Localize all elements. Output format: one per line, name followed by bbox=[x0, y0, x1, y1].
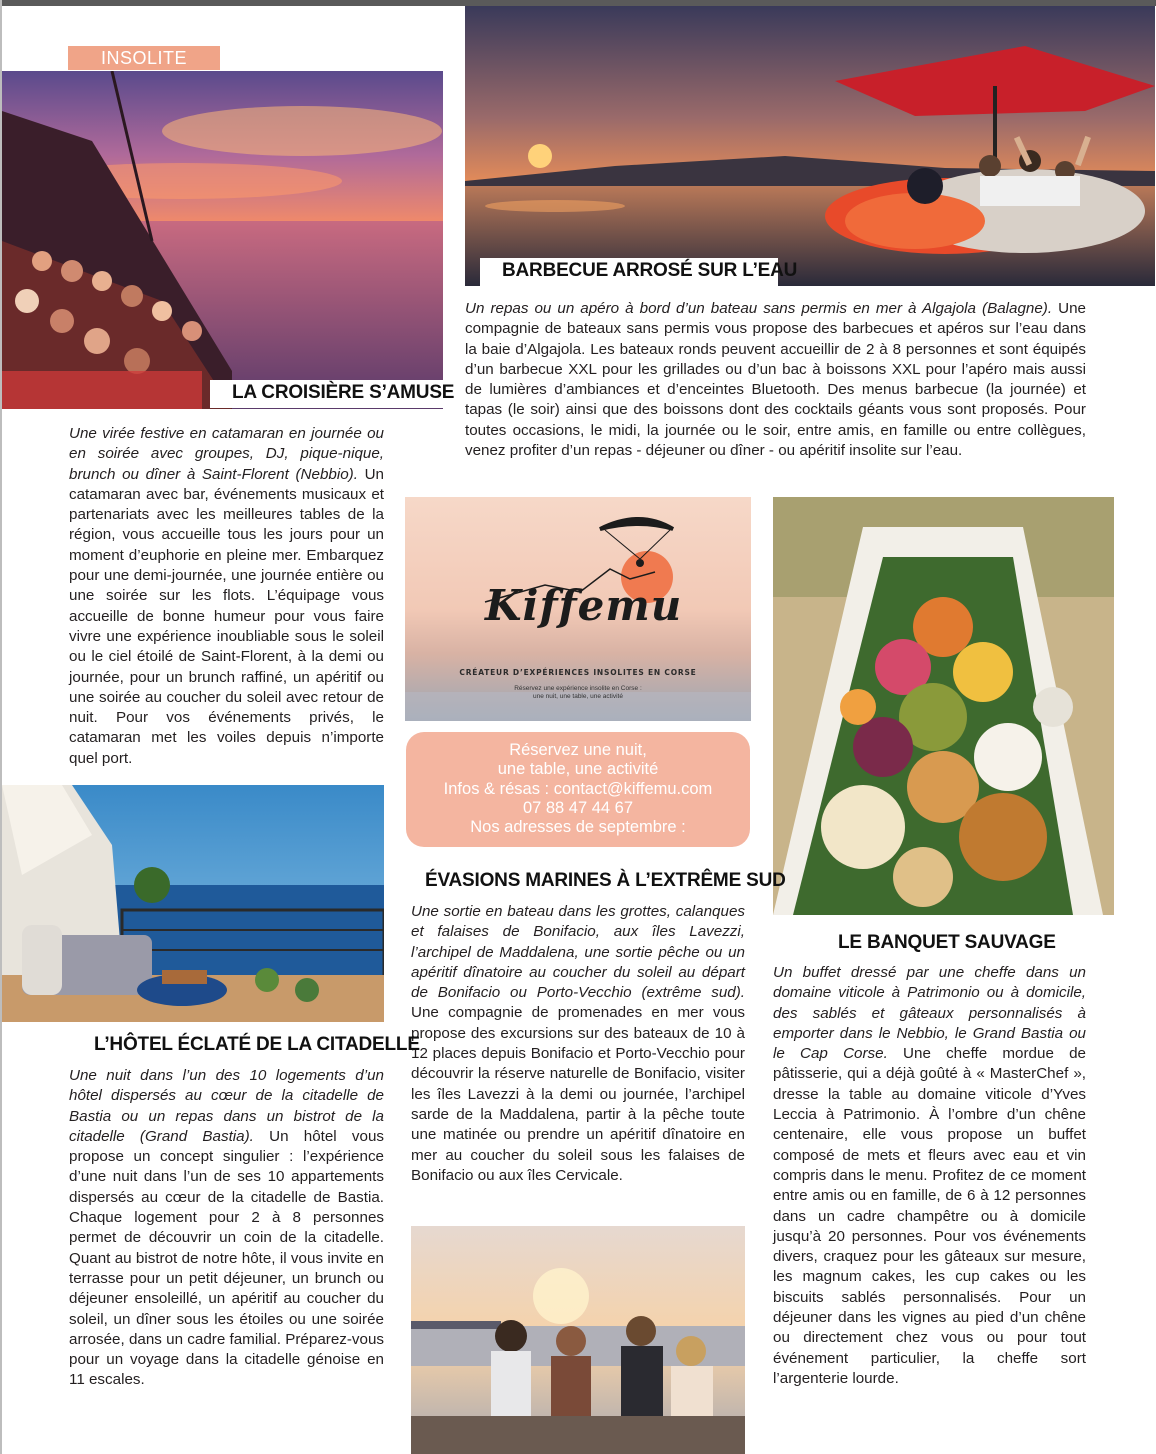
kiffemu-subline-1: Réservez une expérience insolite en Corse : bbox=[514, 685, 642, 692]
friends-on-boat-photo bbox=[411, 1226, 745, 1454]
promo-contact-line[interactable]: Infos & résas : contact@kiffemu.com bbox=[443, 779, 713, 798]
promo-line-1: Réservez une nuit, bbox=[509, 741, 647, 759]
banquet-text bbox=[773, 963, 1086, 1389]
kiffemu-tagline: CRÉATEUR D’EXPÉRIENCES INSOLITES EN CORSE bbox=[459, 668, 697, 677]
section-tag: INSOLITE bbox=[68, 46, 220, 70]
promo-line-2: une table, une activité bbox=[497, 760, 659, 779]
evasions-lead: Une sortie en bateau dans les grottes, calanques et falaises de Bonifacio, aux îles Lavezzi, l’archipel de Maddalena, une sortie pêche ou un apéritif dînatoire au coucher du soleil au départ de Bonifacio ou Porto-Vecchio (extrême sud). bbox=[411, 903, 745, 1002]
banquet-lead: Un buffet dressé par une cheffe dans un domaine viticole à Patrimonio ou à domicile, des sablés et gâteaux personnalisés à emporter dans le Nebbio, le Grand Bastia ou le Cap Corse. bbox=[773, 964, 1086, 1063]
promo-line-5: Nos adresses de septembre : bbox=[470, 818, 686, 837]
catamaran-sunset-photo bbox=[2, 71, 443, 409]
barbecue-title: BARBECUE ARROSÉ SUR L’EAU bbox=[480, 258, 778, 286]
croisiere-text bbox=[69, 424, 384, 769]
kiffemu-logo-text: Kiffemu bbox=[485, 581, 683, 630]
hotel-lead: Une nuit dans l’un des 10 logements d’un hôtel dispersés au cœur de la citadelle de Bastia ou un repas dans un bistrot de la citadelle (Grand Bastia). bbox=[69, 1067, 384, 1145]
hotel-body: Un hôtel vous propose un concept singulier : l’expérience d’une nuit dans l’un de ses 10 appartements dispersés au cœur de la citadelle de Bastia. Chaque logement pour 2 à 8 personnes permet de découvrir un coin de la citadelle. Quant au bistrot de notre hôte, il vous invite en terrasse pour un petit déjeuner, un brunch ou déjeuner ensoleillé, un apéritif au coucher du soleil, un dîner sous les étoiles ou une soirée arrosée, dans un cadre familial. Préparez-vous pour un voyage dans la citadelle génoise en 11 escales. bbox=[69, 1127, 384, 1389]
barbecue-body: Une compagnie de bateaux sans permis vous propose des barbecues et apéros sur l’eau dans la baie d’Algajola. Les bateaux ronds peuvent accueillir de 2 à 8 personnes et sont équipés d’un barbecue XXL pour les grillades ou d’un bac à boissons XXL pour l’apéro mais aussi de lumières d’ambiances et d’enceintes Bluetooth. Des menus barbecue (la journée) et tapas (le soir) ainsi que des boissons dont des cocktails géants vous sont proposés. Pour toutes occasions, le midi, la journée ou le soir, entre amis, en famille ou entre collègues, venez profiter d’un repas - déjeuner ou dîner - ou apéritif insolite sur l’eau. bbox=[465, 300, 1086, 460]
evasions-text bbox=[411, 902, 745, 1186]
barbecue-lead: Un repas ou un apéro à bord d’un bateau sans permis en mer à Algajola (Balagne). bbox=[465, 300, 1053, 317]
hotel-title: L’HÔTEL ÉCLATÉ DE LA CITADELLE bbox=[94, 1034, 420, 1055]
kiffemu-ad bbox=[405, 497, 751, 721]
evasions-title: ÉVASIONS MARINES À L’EXTRÊME SUD bbox=[425, 870, 786, 891]
banquet-title: LE BANQUET SAUVAGE bbox=[838, 932, 1056, 953]
hotel-terrace-photo bbox=[2, 785, 384, 1022]
promo-phone-line[interactable]: 07 88 47 44 67 bbox=[522, 798, 634, 817]
barbecue-text bbox=[465, 299, 1086, 461]
croisiere-lead: Une virée festive en catamaran en journée ou en soirée avec groupes, DJ, pique-nique, brunch ou dîner à Saint-Florent (Nebbio). bbox=[69, 425, 384, 483]
croisiere-body: Un catamaran avec bar, événements musicaux et partenariats avec les meilleures tables de la région, vous accueille tous les jours pour un moment d’euphorie en pleine mer. Embarquez pour une demi-journée, une journée entière ou une soirée sur les flots. L’équipage vous accueille de bonne humeur pour vous faire vivre une expérience inoubliable sous le soleil ou le ciel étoilé de Saint-Florent, à la demi ou journée, pour un brunch raffiné, un apéritif ou une soirée au coucher du soleil avec retour de nuit. Pour vos événements privés, le catamaran met les voiles depuis n’importe quel port. bbox=[69, 465, 384, 767]
banquet-body: Une cheffe mordue de pâtisserie, qui a déjà goûté à « MasterChef », dresse la table au domaine viticole d’Yves Leccia à Patrimonio. À l’ombre d’un chêne centenaire, elle vous propose un buffet composé de mets et fleurs avec eau et vin compris dans le menu. Profitez de ce moment entre amis ou en famille, de 6 à 12 personnes dans un cadre champêtre ou à domicile jusqu’à 20 personnes. Pour vos événements divers, craquez pour les gâteaux sur mesure, les magnum cakes, les cup cakes ou les biscuits sablés personnalisés. Pour un déjeuner dans les vignes au pied d’un chêne ou directement chez vous ou pour tout événement particulier, la cheffe sort l’argenterie lourde. bbox=[773, 1045, 1086, 1387]
kiffemu-subline-2: une nuit, une table, une activité bbox=[533, 693, 623, 700]
banquet-table-photo bbox=[773, 497, 1114, 915]
round-boat-barbecue-photo bbox=[465, 6, 1155, 286]
hotel-text bbox=[69, 1066, 384, 1391]
croisiere-title: LA CROISIÈRE S’AMUSE bbox=[210, 380, 457, 408]
evasions-body: Une compagnie de promenades en mer vous propose des excursions sur des bateaux de 10 à 12 places depuis Bonifacio et Porto-Vecchio pour découvrir la réserve naturelle de Bonifacio, visiter les îles Lavezzi à la demi ou journée, l’archipel sarde de la Maddalena, partir à la pêche toute une matinée ou prendre un apéritif dînatoire en mer au coucher du soleil sous les falaises de Bonifacio ou aux îles Cervicale. bbox=[411, 1004, 745, 1184]
reservation-promo-box bbox=[406, 732, 750, 847]
